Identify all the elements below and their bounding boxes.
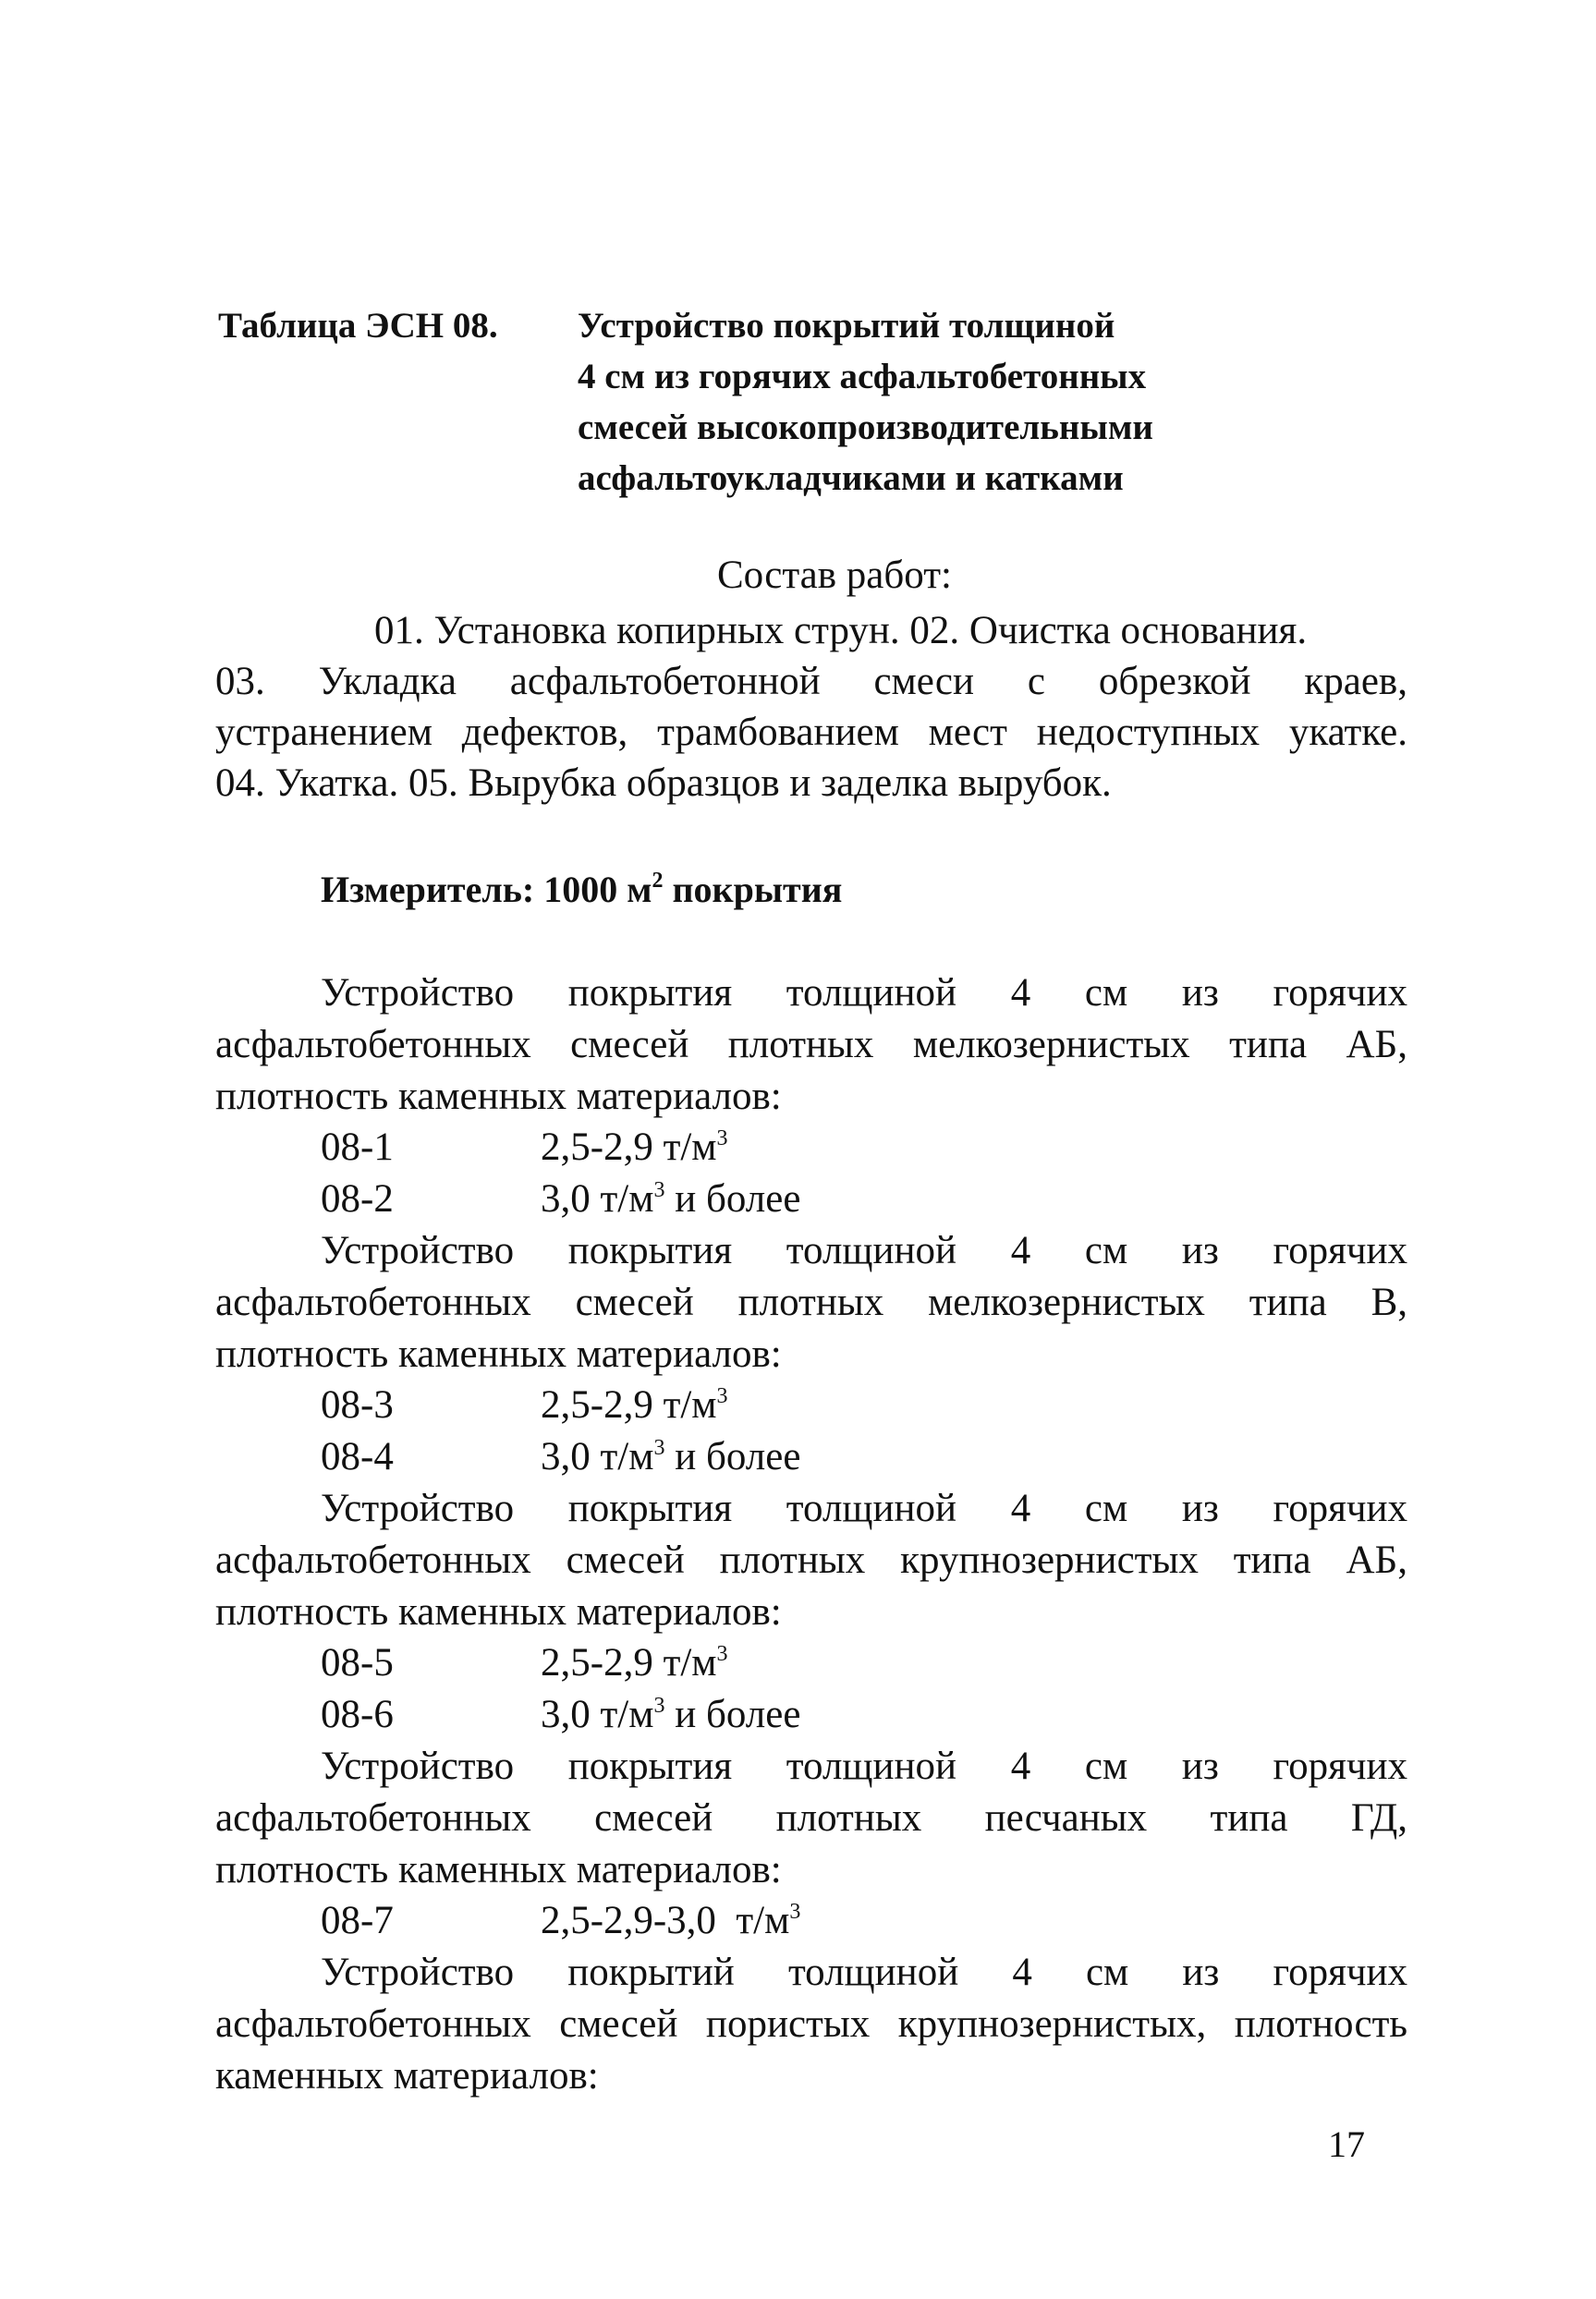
density-value	[541, 1174, 800, 1225]
measure-unit	[321, 864, 842, 915]
page-number: 17	[1328, 2123, 1365, 2165]
norm-code: 08-5	[321, 1641, 394, 1685]
norm-description	[215, 1741, 1407, 1895]
composition-line: 04. Укатка. 05. Вырубка образцов и заделка вырубок.	[215, 761, 1112, 805]
norm-description	[215, 1483, 1407, 1637]
density-text: 2,5-2,9 т/м	[541, 1383, 717, 1428]
norm-code-row	[215, 1122, 1407, 1174]
density-value	[541, 1380, 728, 1431]
composition-line: 03. Укладка асфальтобетонной смеси с обрезкой краев,	[215, 660, 1407, 703]
title-line: 4 см из горячих асфальтобетонных	[578, 357, 1147, 396]
measure-suffix: покрытия	[663, 869, 843, 910]
norm-code: 08-7	[321, 1899, 394, 1943]
title-line: асфальтоукладчиками и катками	[578, 458, 1124, 498]
density-tail: и более	[664, 1435, 801, 1479]
table-title-text	[578, 300, 1409, 504]
table-label: Таблица ЭСН 08.	[218, 306, 498, 346]
description-line: плотность каменных материалов:	[215, 1589, 782, 1634]
density-sup: 3	[653, 1436, 665, 1461]
density-text: 2,5-2,9-3,0 т/м	[541, 1899, 790, 1943]
norm-code: 08-2	[321, 1177, 394, 1222]
norm-code-row	[215, 1689, 1407, 1741]
density-tail: и более	[664, 1693, 801, 1737]
norm-code: 08-4	[321, 1435, 394, 1479]
description-line: Устройство покрытия толщиной 4 см из горячих	[321, 1486, 1407, 1530]
title-line: смесей высокопроизводительными	[578, 407, 1153, 447]
description-line: асфальтобетонных смесей плотных песчаных типа ГД,	[215, 1795, 1407, 1840]
description-line: асфальтобетонных смесей плотных мелкозернистых типа АБ,	[215, 1022, 1407, 1066]
density-sup: 3	[653, 1694, 665, 1719]
density-sup: 3	[716, 1642, 728, 1667]
description-line: асфальтобетонных смесей пористых крупнозернистых, плотность	[215, 2001, 1407, 2046]
title-line: Устройство покрытий толщиной	[578, 306, 1115, 346]
density-tail: и более	[664, 1177, 801, 1222]
density-text: 2,5-2,9 т/м	[541, 1641, 717, 1685]
norms-list	[215, 967, 1407, 2102]
density-text: 3,0 т/м	[541, 1693, 654, 1737]
description-line: каменных материалов:	[215, 2053, 599, 2098]
norm-code-row	[215, 1380, 1407, 1431]
density-text: 3,0 т/м	[541, 1435, 654, 1479]
norm-code-row	[215, 1431, 1407, 1483]
description-line: асфальтобетонных смесей плотных крупнозернистых типа АБ,	[215, 1538, 1407, 1582]
norm-code-row	[215, 1174, 1407, 1225]
description-line: плотность каменных материалов:	[215, 1332, 782, 1376]
description-line: Устройство покрытия толщиной 4 см из горячих	[321, 1744, 1407, 1788]
description-line: Устройство покрытия толщиной 4 см из горячих	[321, 971, 1407, 1015]
composition-line: 01. Установка копирных струн. 02. Очистка основания.	[374, 609, 1308, 652]
density-value	[541, 1637, 728, 1689]
measure-sup: 2	[652, 869, 664, 893]
norm-description	[215, 1225, 1407, 1380]
norm-code: 08-1	[321, 1125, 394, 1170]
norm-code-row	[215, 1895, 1407, 1947]
description-line: Устройство покрытий толщиной 4 см из горячих	[321, 1951, 1407, 1995]
density-value	[541, 1895, 800, 1947]
density-value	[541, 1122, 728, 1174]
density-text: 2,5-2,9 т/м	[541, 1125, 717, 1170]
composition-line: устранением дефектов, трамбованием мест недоступных укатке.	[215, 711, 1407, 754]
measure-prefix: Измеритель: 1000 м	[321, 869, 652, 910]
density-sup: 3	[789, 1900, 801, 1925]
density-sup: 3	[716, 1126, 728, 1151]
description-line: плотность каменных материалов:	[215, 1847, 782, 1892]
norm-code: 08-3	[321, 1383, 394, 1428]
density-value	[541, 1689, 800, 1741]
norm-description	[215, 967, 1407, 1122]
density-sup: 3	[653, 1178, 665, 1203]
composition-body	[215, 605, 1407, 809]
density-sup: 3	[716, 1384, 728, 1409]
norm-code: 08-6	[321, 1693, 394, 1737]
composition-heading: Состав работ:	[717, 553, 952, 597]
norm-description	[215, 1947, 1407, 2101]
description-line: плотность каменных материалов:	[215, 1074, 782, 1118]
norm-code-row	[215, 1637, 1407, 1689]
density-text: 3,0 т/м	[541, 1177, 654, 1222]
description-line: асфальтобетонных смесей плотных мелкозернистых типа В,	[215, 1280, 1407, 1324]
description-line: Устройство покрытия толщиной 4 см из горячих	[321, 1228, 1407, 1272]
density-value	[541, 1431, 800, 1483]
